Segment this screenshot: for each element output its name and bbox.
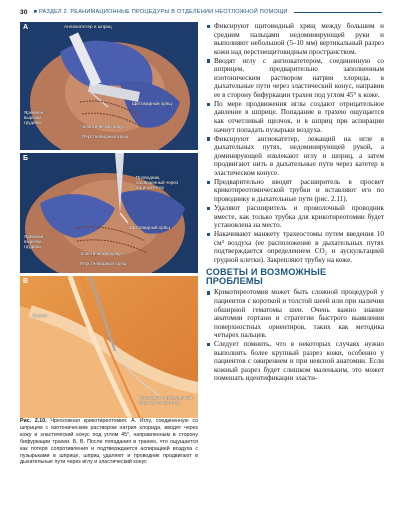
list-item: По мере продвижения иглы создают отрицательное давление в шприце. Попадание в трахею ощущается как отчетливый щелчок, и в шприц при аспирации начнут попадать пузырьки воздуха. [206, 100, 384, 134]
label-elastic: Эластический конус [82, 124, 125, 129]
panel-a-letter: A [23, 24, 29, 31]
panel-b-letter: Б [23, 155, 29, 162]
label-syringe: Ангиокатетер и шприц [64, 24, 112, 29]
label-ring-b: Перстневидный хрящ [80, 261, 127, 266]
label-notch: Яремная вырезка грудины [24, 110, 44, 125]
figure-panel-a [20, 22, 198, 150]
label-trachea: Трахея [32, 313, 47, 318]
list-item: Предварительно вводят расширитель в просвет крикотиреотомической трубки и вставляют его по проводнику в дыхательные пути (рис. 2.11). [206, 178, 384, 204]
list-item: Фиксируют щитовидный хрящ между большим и средним пальцами недоминирующей руки и выполняют небольшой (5–10 мм) вертикальный разрез кожи над перстнещитовидным пространством. [206, 22, 384, 56]
tips-list [206, 288, 384, 383]
figure-column [20, 22, 198, 421]
list-item: Крикотиреотомия может быть сложной процедурой у пациентов с короткой и толстой шеей или при наличии обширной гематомы шеи. Очень важно знание анатомии гортани и стратегии быстрого выявления поверхностных ориентиров, таких как методика четырех пальцев. [206, 288, 384, 339]
list-item: Фиксируют ангиокатетер, лежащий на игле в дыхательных путях, недоминирующей рукой, а доминирующей извлекают иглу и шприц, а затем продвигают нить в дыхательные пути через катетер в эластическом конусе. [206, 135, 384, 178]
list-item: Следует помнить, что в некоторых случаях нужно выполнять более крупный разрез кожи, особенно у пациентов с ожирением и при неясной анатомии. Если кожный разрез будет слишком маленьким, это может помешать идентификации эласти- [206, 340, 384, 383]
header-rule [294, 12, 382, 13]
label-cricoid-b: Щитовидный хрящ [130, 225, 170, 230]
label-guidewire-c: Проводник, проведенный через ангиокатетер [138, 395, 193, 405]
panel-a-illustration [20, 22, 198, 150]
running-header [20, 6, 382, 18]
label-cricoid: Щитовидный хрящ [132, 101, 172, 106]
label-elastic-b: Эластический конус [80, 251, 123, 256]
procedure-list [206, 22, 384, 264]
page-number: 30 [20, 8, 28, 16]
figure-caption [20, 418, 198, 466]
section-title: СОВЕТЫ И ВОЗМОЖНЫЕ ПРОБЛЕМЫ [206, 267, 327, 286]
label-notch-b: Яремная вырезка грудины [24, 234, 44, 249]
list-item: Накачивают манжету трахеостомы путем введения 10 см³ воздуха (ее расположение в дыхательных путях подтверждается определением CO₂ и аускультацией грудной клетки). Закрепляют трубку на коже. [206, 230, 384, 264]
figure-panel-b [20, 153, 198, 273]
caption-prefix: Рис. 2.10. [20, 418, 47, 424]
panel-c-letter: В [23, 278, 29, 285]
label-guidewire-b: Проводник, проведенный через ангиокатетер [136, 175, 178, 190]
label-ring: Перстневидный хрящ [82, 134, 129, 139]
running-title: ■ РАЗДЕЛ 2. РЕАНИМАЦИОННЫЕ ПРОЦЕДУРЫ В ОТДЕЛЕНИИ НЕОТЛОЖНОЙ ПОМОЩИ [33, 9, 288, 15]
text-column [206, 22, 384, 383]
list-item: Вводят иглу с ангиокатетером, соединенную со шприцем, предварительно заполненным изотоническим раствором натрия хлорида, в дыхательные пути через эластический конус, направив ее в сторону бифуркации трахеи под углом 45° к коже. [206, 57, 384, 100]
caption-text: Чрескожная крикотиреотомия. А. Иглу, соединенную со шприцем с изотоническим раствором натрия хлорида, вводят через кожу и эластический конус под углом 45°, направленным в сторону бифуркации трахеи. Б, В. После попадания в трахею, что ощущается как потеря сопротивления и подтверждается аспирацией воздуха с пузырьками в шприце, шприц удаляют и проводник продвигают в дыхательные пути через иглу и эластический конус [20, 418, 198, 466]
figure-panel-c [20, 276, 198, 418]
list-item: Удаляют расширитель и проволочный проводник вместе, как только трубка для крикотиреотомии будет установлена на место. [206, 204, 384, 230]
